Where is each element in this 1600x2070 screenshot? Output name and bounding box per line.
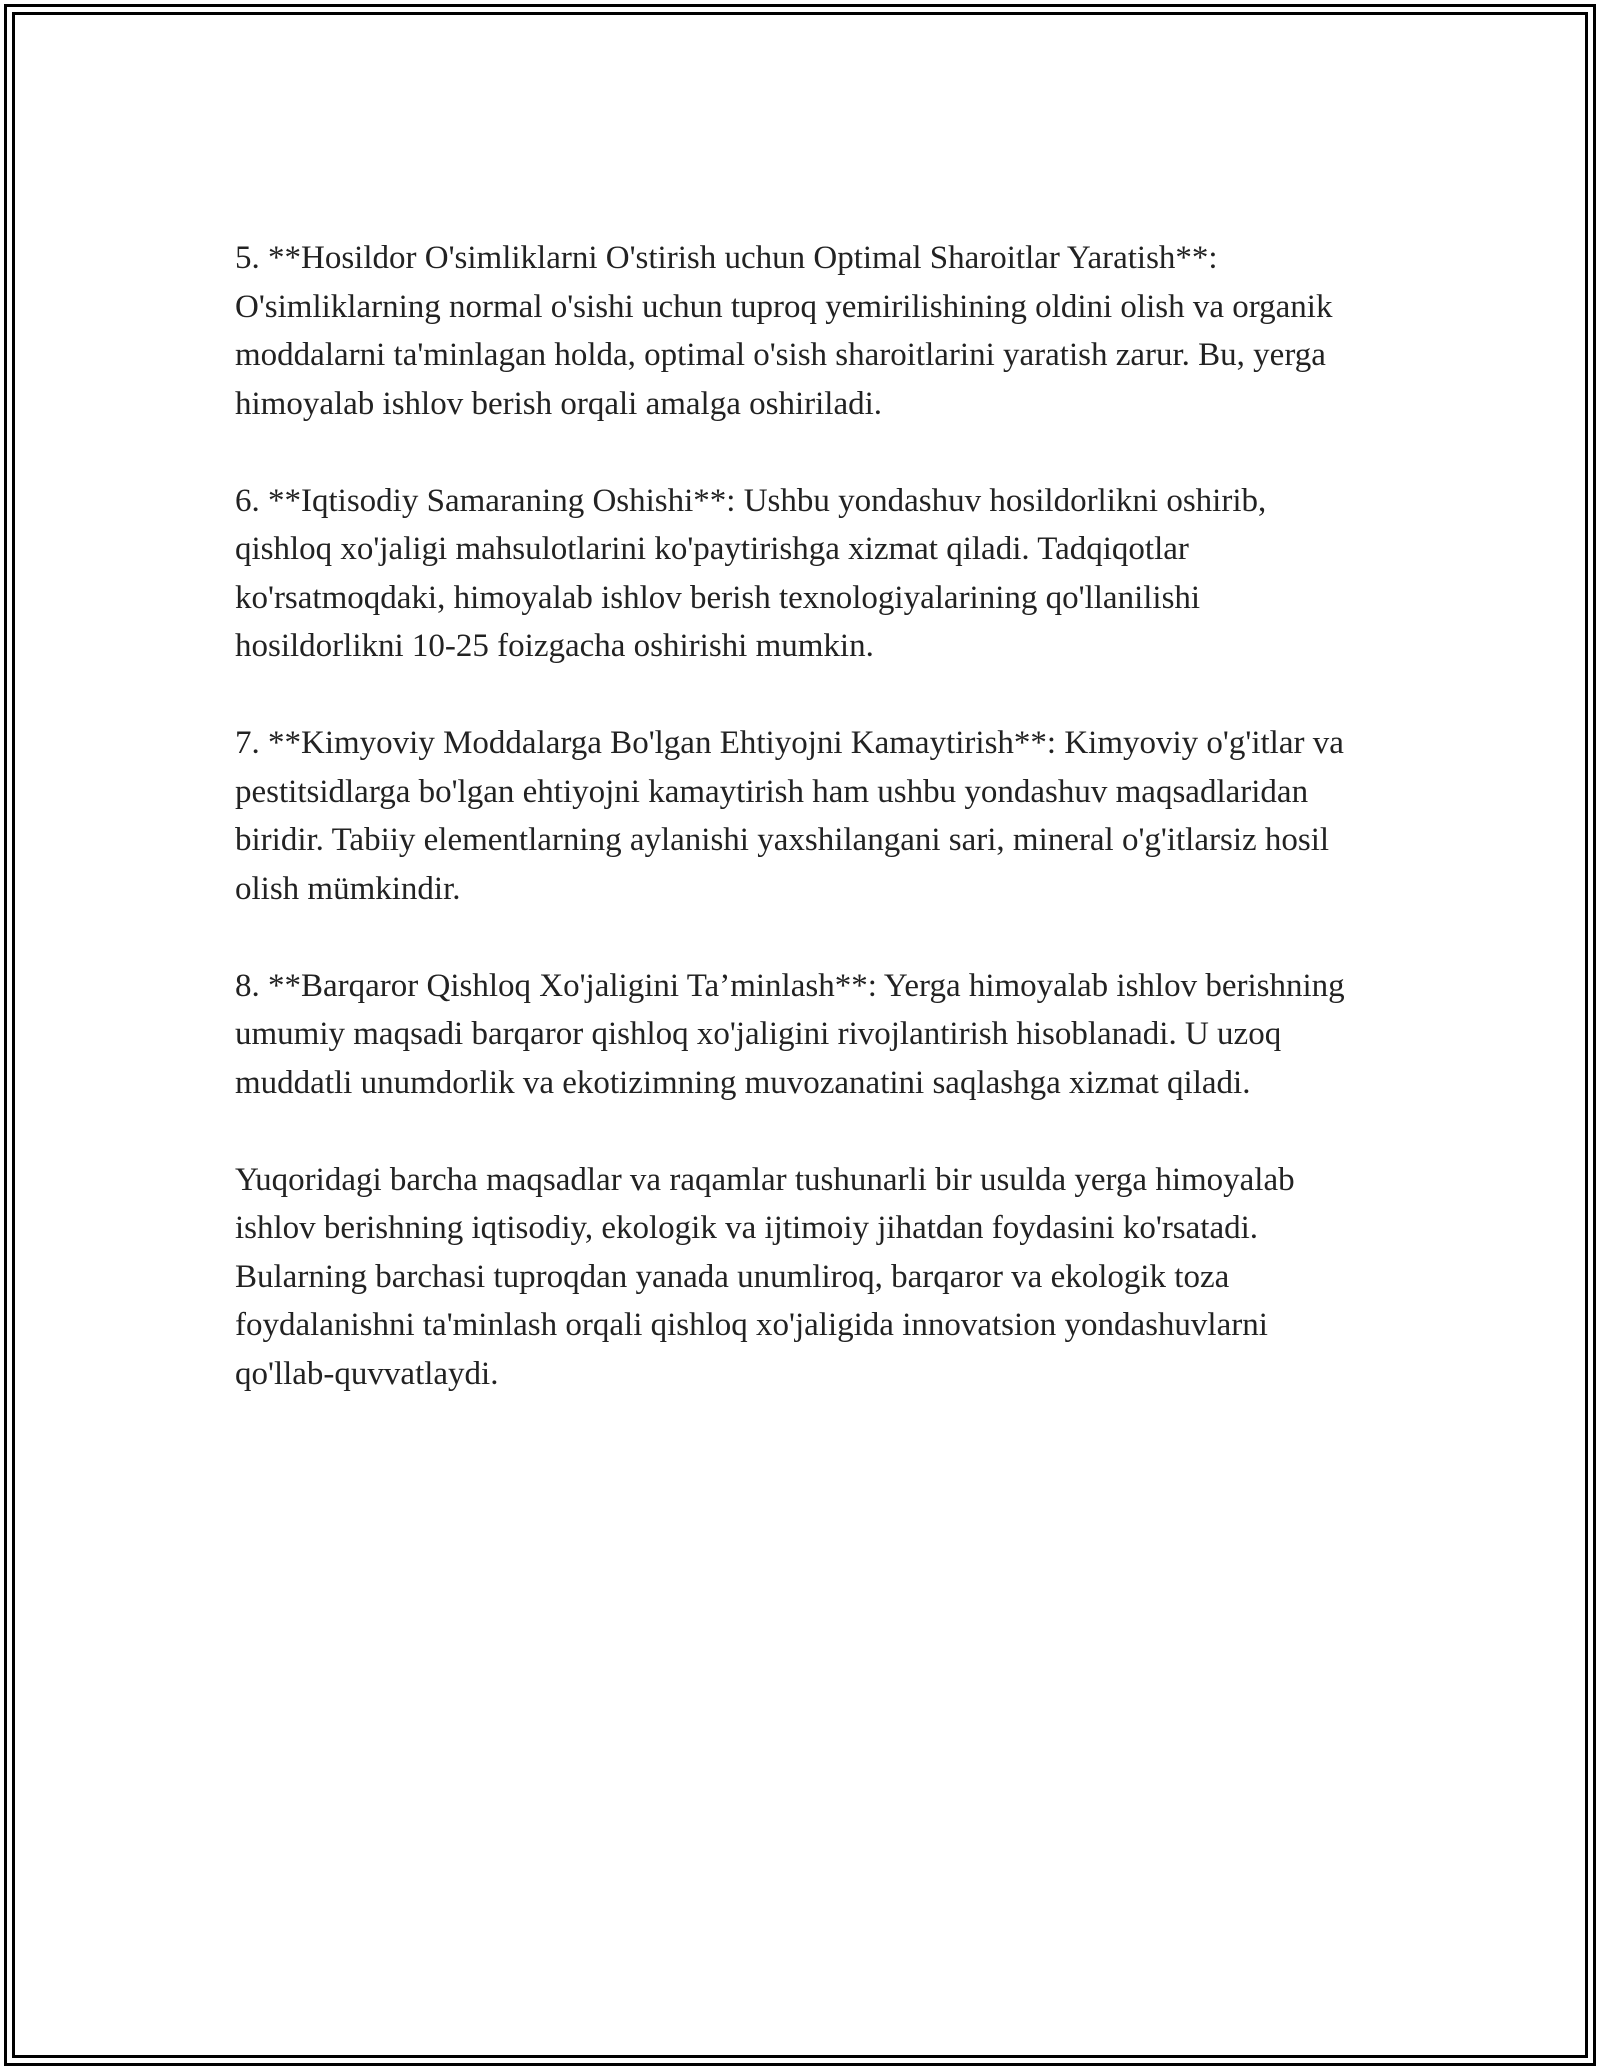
paragraph-conclusion: Yuqoridagi barcha maqsadlar va raqamlar tushunarli bir usulda yerga himoyalab ishlov berishning iqtisodiy, ekologik va ijtimoiy jihatdan foydasini ko'rsatadi. Bularning barchasi tuproqdan yanada unumliroq, barqaror va ekologik toza foydalanishni ta'minlash orqali qishloq xo'jaligida innovatsion yondashuvlarni qo'llab-quvvatlaydi.: [235, 1161, 1295, 1392]
document-body: [235, 234, 1370, 1398]
paragraph-item-5: 5. **Hosildor O'simliklarni O'stirish uchun Optimal Sharoitlar Yaratish**: O'simliklarning normal o'sishi uchun tuproq yemirilishining oldini olish va organik moddalarni ta'minlagan holda, optimal o'sish sharoitlarini yaratish zarur. Bu, yerga himoyalab ishlov berish orqali amalga oshiriladi.: [235, 240, 1333, 422]
paragraph-item-6: 6. **Iqtisodiy Samaraning Oshishi**: Ushbu yondashuv hosildorlikni oshirib, qishloq xo'jaligi mahsulotlarini ko'paytirishga xizmat qiladi. Tadqiqotlar ko'rsatmoqdaki, himoyalab ishlov berish texnologiyalarining qo'llanilishi hosildorlikni 10-25 foizgacha oshirishi mumkin.: [235, 482, 1267, 664]
paragraph-item-7: 7. **Kimyoviy Moddalarga Bo'lgan Ehtiyojni Kamaytirish**: Kimyoviy o'g'itlar va pestitsidlarga bo'lgan ehtiyojni kamaytirish ham ushbu yondashuv maqsadlaridan biridir. Tabiiy elementlarning aylanishi yaxshilangani sari, mineral o'g'itlarsiz hosil olish mümkindir.: [235, 725, 1344, 907]
paragraph-item-8: 8. **Barqaror Qishloq Xo'jaligini Ta’minlash**: Yerga himoyalab ishlov berishning umumiy maqsadi barqaror qishloq xo'jaligini rivojlantirish hisoblanadi. U uzoq muddatli unumdorlik va ekotizimning muvozanatini saqlashga xizmat qiladi.: [235, 967, 1345, 1101]
